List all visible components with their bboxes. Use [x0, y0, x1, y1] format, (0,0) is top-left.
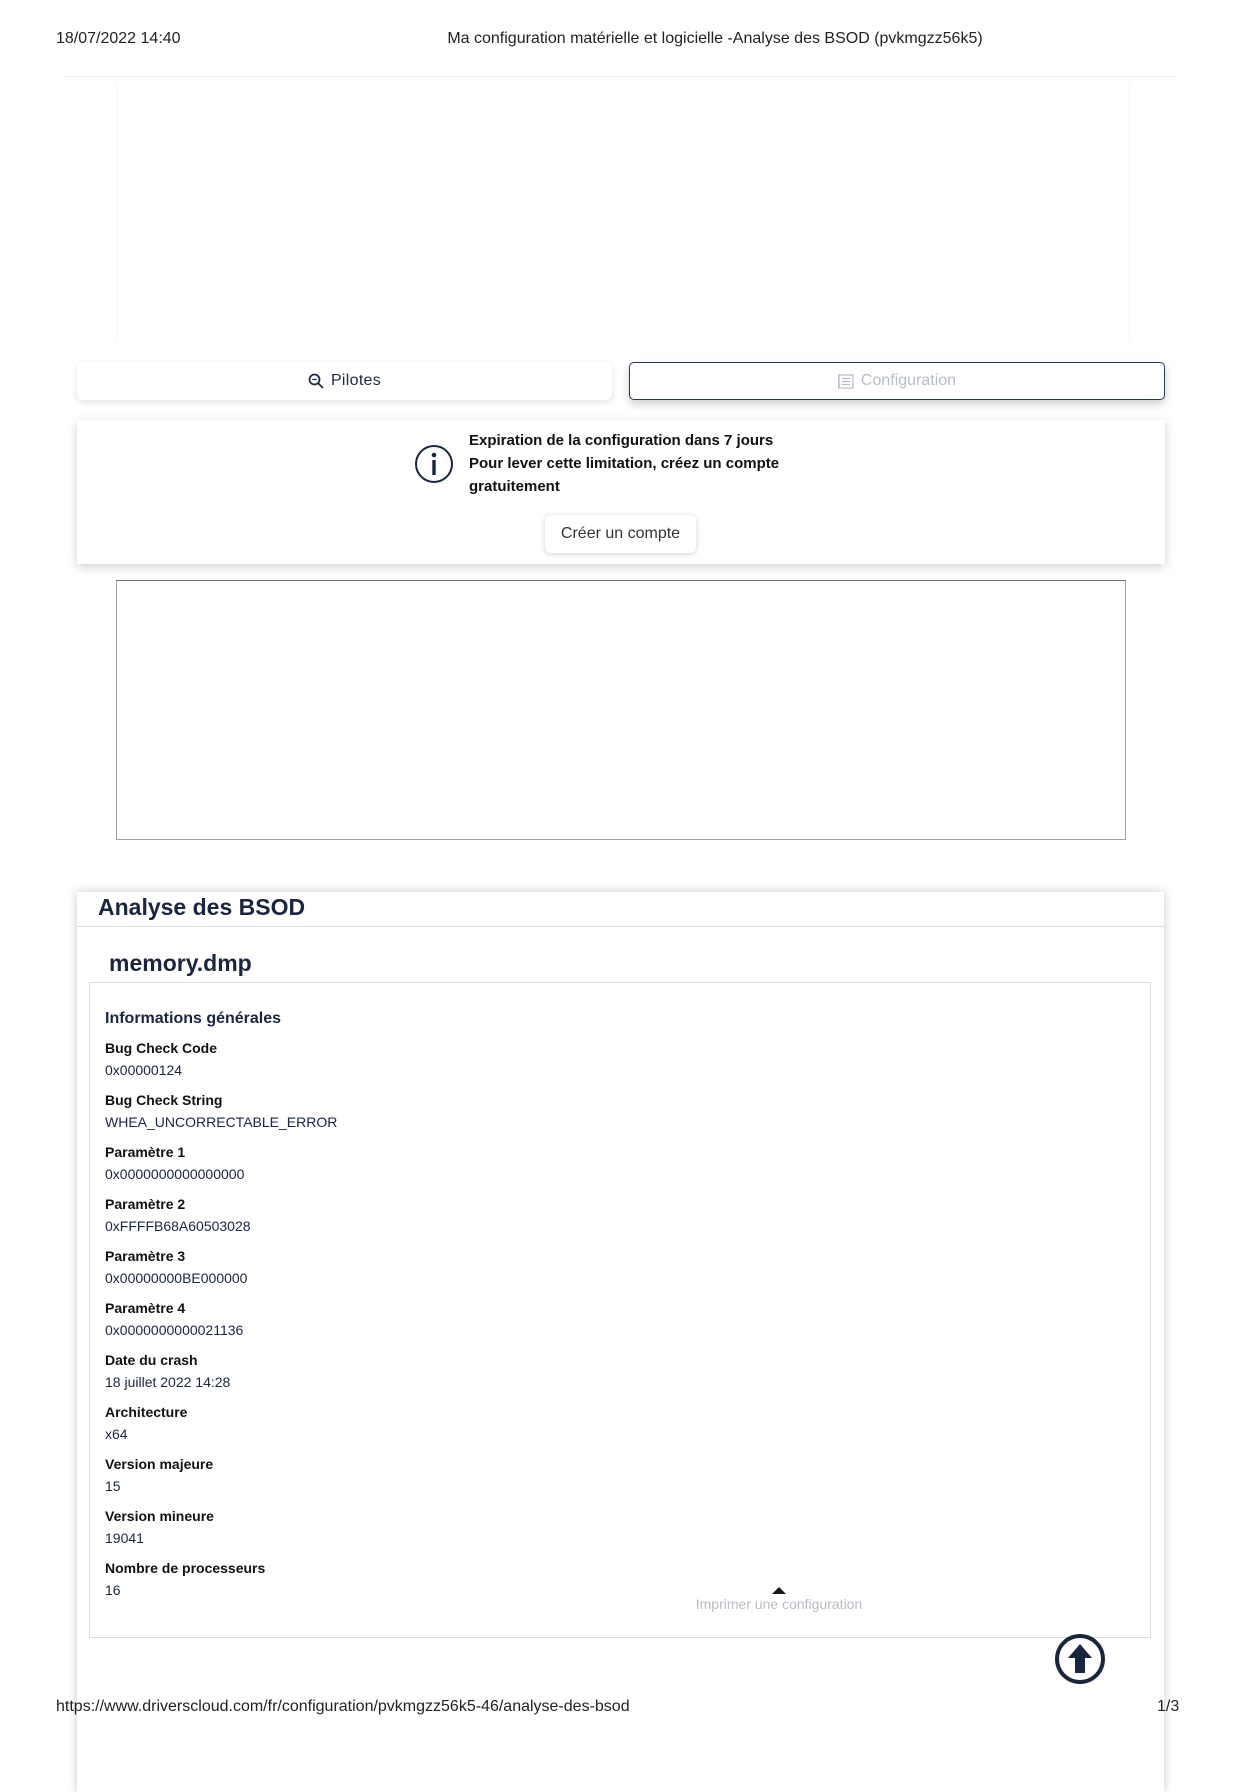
search-icon [308, 373, 324, 389]
arrow-up-circle-icon[interactable] [1054, 1633, 1106, 1685]
field-value: 0x0000000000000000 [105, 1166, 245, 1182]
field-parametre-4 [105, 1297, 243, 1341]
field-value: 15 [105, 1478, 121, 1494]
tab-configuration[interactable] [629, 362, 1165, 400]
dump-file-title: memory.dmp [109, 950, 252, 976]
field-nombre-de-processeurs [105, 1557, 265, 1601]
field-parametre-1 [105, 1141, 244, 1185]
ad-slot-middle [116, 580, 1126, 840]
field-label: Bug Check String [105, 1092, 223, 1108]
field-value: WHEA_UNCORRECTABLE_ERROR [105, 1114, 338, 1130]
field-label: Paramètre 1 [105, 1144, 186, 1160]
expiration-line-3: gratuitement [469, 478, 560, 495]
expiration-message [469, 429, 799, 498]
list-icon [838, 374, 854, 389]
field-value: 0x00000124 [105, 1062, 183, 1078]
expiration-line-1: Expiration de la configuration dans 7 jours [469, 432, 774, 449]
info-icon [414, 444, 454, 484]
field-label: Bug Check Code [105, 1040, 218, 1056]
section-title: Informations générales [105, 1010, 282, 1027]
header-divider [62, 76, 1178, 77]
field-value: 0x0000000000021136 [105, 1322, 244, 1338]
field-label: Nombre de processeurs [105, 1560, 266, 1576]
field-version-mineure [105, 1505, 214, 1549]
print-configuration-label: Imprimer une configuration [695, 1596, 863, 1612]
print-footer-url: https://www.driverscloud.com/fr/configuration/pvkmgzz56k5-46/analyse-des-bsod [56, 1698, 630, 1715]
field-bug-check-code [105, 1037, 217, 1081]
field-value: x64 [105, 1426, 128, 1442]
field-parametre-2 [105, 1193, 251, 1237]
field-value: 19041 [105, 1530, 144, 1546]
field-value: 18 juillet 2022 14:28 [105, 1374, 231, 1390]
field-label: Version mineure [105, 1508, 214, 1524]
tab-pilotes-label: Pilotes [330, 372, 382, 389]
expiration-line-2: Pour lever cette limitation, créez un compte [469, 455, 780, 472]
field-version-majeure [105, 1453, 213, 1497]
print-page-title: Ma configuration matérielle et logicielle -Analyse des BSOD (pvkmgzz56k5) [447, 30, 983, 47]
field-parametre-3 [105, 1245, 247, 1289]
create-account-button[interactable]: Créer un compte [545, 515, 696, 553]
field-label: Date du crash [105, 1352, 198, 1368]
dump-details-box [89, 982, 1151, 1638]
caret-up-icon [772, 1587, 786, 1594]
tab-configuration-label: Configuration [860, 372, 957, 389]
print-configuration-link[interactable] [690, 1587, 868, 1614]
print-datetime: 18/07/2022 14:40 [56, 30, 181, 47]
field-label: Paramètre 2 [105, 1196, 186, 1212]
field-label: Paramètre 4 [105, 1300, 186, 1316]
field-label: Paramètre 3 [105, 1248, 186, 1264]
field-label: Architecture [105, 1404, 188, 1420]
field-value: 16 [105, 1582, 121, 1598]
field-bug-check-string [105, 1089, 337, 1133]
panel-title: Analyse des BSOD [98, 894, 306, 920]
tab-pilotes[interactable] [77, 362, 612, 400]
field-label: Version majeure [105, 1456, 214, 1472]
print-page-number: 1/3 [1157, 1698, 1180, 1715]
field-architecture [105, 1401, 187, 1445]
field-date-du-crash [105, 1349, 230, 1393]
field-value: 0x00000000BE000000 [105, 1270, 248, 1286]
panel-divider [77, 926, 1164, 927]
field-value: 0xFFFFB68A60503028 [105, 1218, 251, 1234]
ad-slot-top [116, 84, 1130, 340]
